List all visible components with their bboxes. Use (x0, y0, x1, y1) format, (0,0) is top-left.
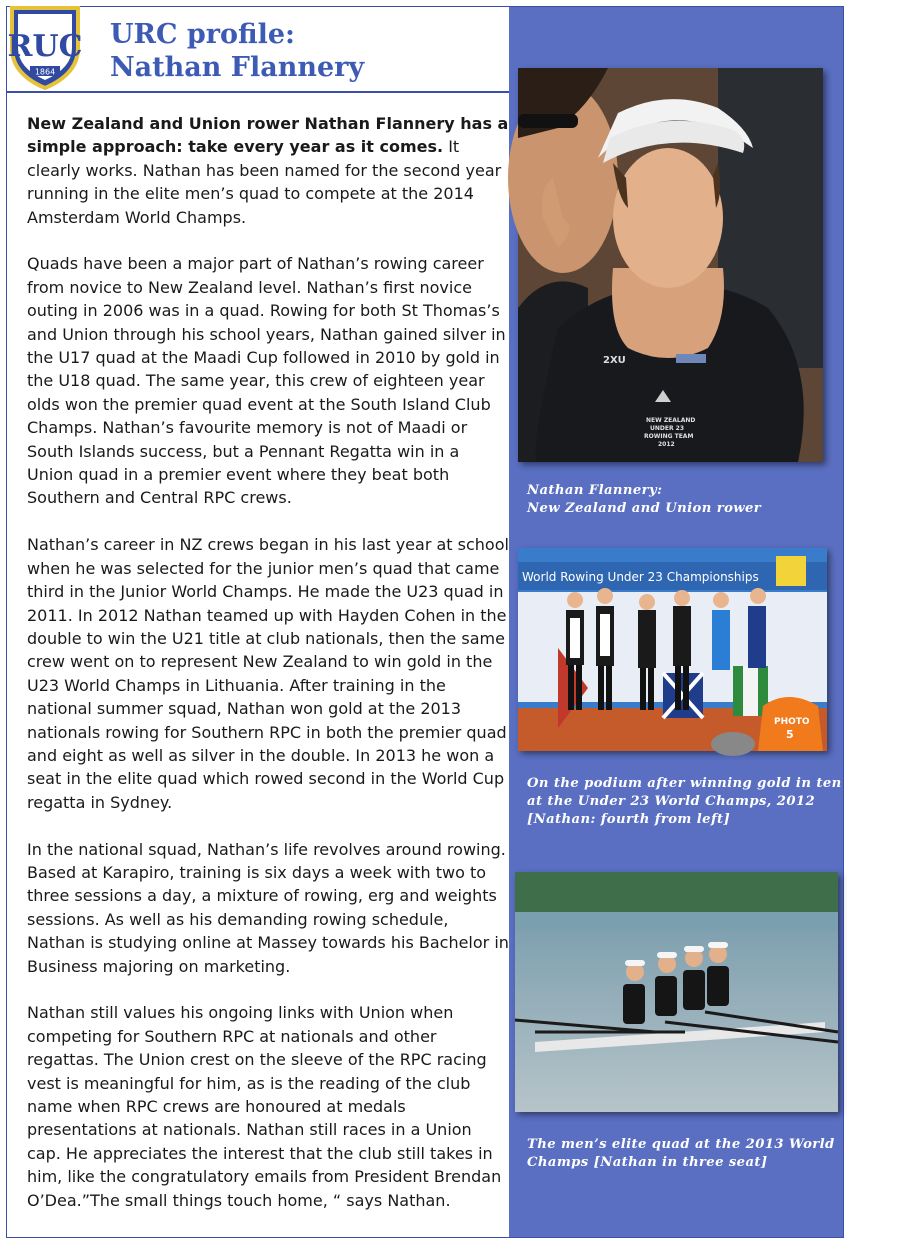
vest-brand: 2XU (603, 355, 626, 366)
article-paragraph-2: Quads have been a major part of Nathan’s rowing career from novice to New Zealand level. Nathan’s first novice outing in 2006 was in a quad. Rowing for both St Thomas’s and Union through his school years, Nathan gained silver in the U17 quad at the Maadi Cup followed in 2010 by gold in the U18 quad. The same year, this crew of eighteen year olds won the premier quad event at the South Island Club Champs. Nathan’s favourite memory is not of Maadi or South Islands success, but a Pennant Regatta win in a Union quad in a premier event where they beat both Southern and Central RPC crews. (27, 254, 506, 508)
club-crest-logo (8, 4, 82, 90)
portrait-caption (527, 482, 837, 518)
podium-caption (527, 775, 899, 829)
vest-text-4: 2012 (658, 441, 675, 448)
article-paragraph-5: Nathan still values his ongoing links with Union when competing for Southern RPC at nationals and other regattas. The Union crest on the sleeve of the RPC racing vest is meaningful for him, as is the reading of the club name when RPC crews are honoured at medals presentations at nationals. Nathan still races in a Union cap. He appreciates the interest that the club still takes in him, like the congratulatory emails from President Brendan O’Dea.”The small things touch home, “ says Nathan. (27, 1003, 502, 1210)
photo-vest-label: PHOTO (774, 717, 810, 727)
article-paragraph-1 (27, 112, 509, 229)
svg-text:1864: 1864 (34, 67, 56, 77)
svg-text:RUC: RUC (7, 29, 83, 64)
caption-line: Nathan Flannery: (527, 483, 663, 498)
article-paragraph-4: In the national squad, Nathan’s life revolves around rowing. Based at Karapiro, training is six days a week with two to three sessions a day, a mixture of rowing, erg and weights sessions. As well as his demanding rowing schedule, Nathan is studying online at Massey towards his Bachelor in Business majoring on marketing. (27, 839, 509, 976)
banner-text: World Rowing Under 23 Championships (522, 570, 759, 584)
photo-vest-number: 5 (786, 728, 794, 741)
caption-line: Champs [Nathan in three seat] (527, 1155, 768, 1170)
vest-text-2: UNDER 23 (650, 425, 685, 432)
quad-caption (527, 1136, 837, 1172)
quad-rowing-photo (515, 872, 838, 1112)
article-paragraph-3: Nathan’s career in NZ crews began in his last year at school when he was selected for the junior men’s quad that came third in the Junior World Champs. He made the U23 quad in 2011. In 2012 Nathan teamed up with Hayden Cohen in the double to win the U21 title at club nationals, then the same crew went on to represent New Zealand to win gold in the U23 World Champs in Lithuania. After training in the national summer squad, Nathan won gold at the 2013 nationals rowing for Southern RPC in both the premier quad and eight as well as silver in the double. In 2013 he won a seat in the elite quad which rowed second in the World Cup regatta in Sydney. (27, 535, 509, 812)
caption-line: New Zealand and Union rower (527, 501, 762, 516)
lead-sentence: New Zealand and Union rower Nathan Flannery has a simple approach: take every year as it comes. (27, 114, 509, 157)
portrait-photo (518, 68, 823, 462)
lead-rest: It clearly works. Nathan has been named for the second year running in the elite men’s quad to compete at the 2014 Amsterdam World Champs. (27, 137, 502, 227)
title-line-1: URC profile: (110, 19, 296, 50)
vest-text-1: NEW ZEALAND (646, 417, 696, 424)
caption-line: at the Under 23 World Champs, 2012 (527, 794, 816, 809)
vest-text-3: ROWING TEAM (644, 433, 694, 440)
header-divider (7, 91, 509, 93)
podium-photo (518, 548, 827, 751)
page-title (110, 18, 500, 84)
caption-line: On the podium after winning gold in ten double (527, 776, 899, 791)
caption-line: [Nathan: fourth from left] (527, 812, 731, 827)
caption-line: The men’s elite quad at the 2013 World (527, 1137, 835, 1152)
article-body (27, 112, 509, 1235)
title-line-2: Nathan Flannery (110, 52, 365, 83)
